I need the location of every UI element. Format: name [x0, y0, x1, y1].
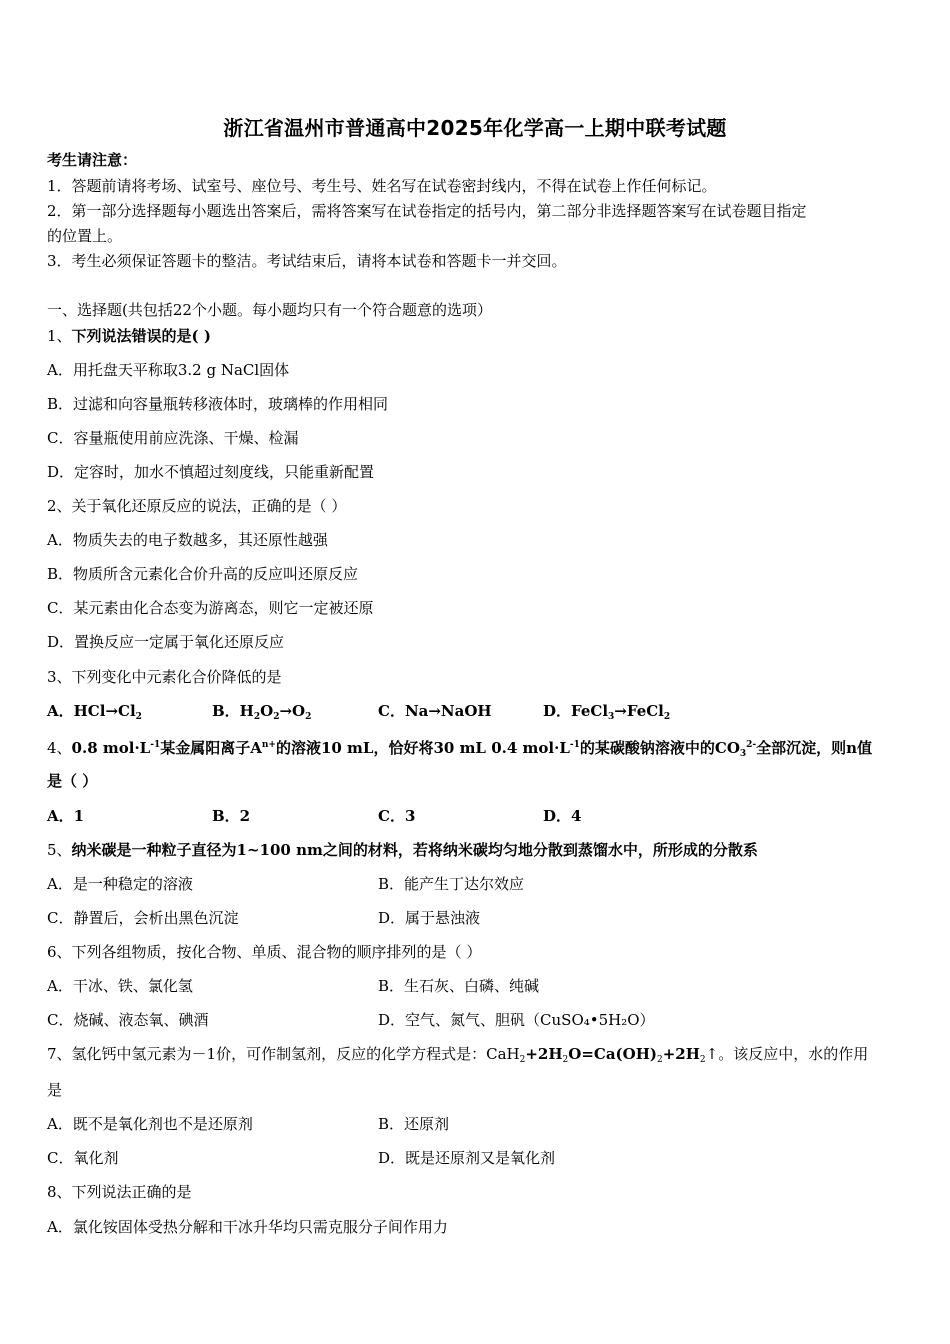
question-8-stem: 8、下列说法正确的是: [47, 1183, 192, 1201]
section-heading: 一、选择题(共包括22个小题。每小题均只有一个符合题意的选项）: [47, 301, 492, 319]
notice-item-2-cont: 的位置上。: [47, 227, 123, 245]
q1-option-c: C．容量瓶使用前应洗涤、干燥、检漏: [47, 429, 299, 447]
q2-option-c: C．某元素由化合态变为游离态，则它一定被还原: [47, 599, 374, 617]
question-2-stem: 2、关于氧化还原反应的说法，正确的是（ ）: [47, 497, 347, 515]
q6-option-c: C．烧碱、液态氧、碘酒: [47, 1011, 209, 1029]
q5-option-a: A．是一种稳定的溶液: [47, 875, 193, 893]
q7-option-d: D．既是还原剂又是氧化剂: [378, 1149, 556, 1167]
q8-option-a: A．氯化铵固体受热分解和干冰升华均只需克服分子间作用力: [47, 1218, 448, 1236]
q3-option-a: A．$HCl\to Cl_2$: [47, 702, 142, 722]
q5-option-c: C．静置后，会析出黑色沉淀: [47, 909, 239, 927]
q6-option-d: D．空气、氮气、胆矾（CuSO₄•5H₂O）: [378, 1011, 655, 1029]
q1-option-a: A．用托盘天平称取3.2 g NaCl固体: [47, 361, 290, 379]
q1-option-b: B．过滤和向容量瓶转移液体时，玻璃棒的作用相同: [47, 395, 389, 413]
question-text: 下列说法错误的是( ): [71, 327, 211, 345]
q7-option-c: C．氧化剂: [47, 1149, 119, 1167]
question-6-stem: 6、下列各组物质，按化合物、单质、混合物的顺序排列的是（ ）: [47, 943, 482, 961]
q3-option-c: C．Na→NaOH: [378, 702, 492, 720]
notice-heading: 考生请注意：: [47, 151, 138, 169]
question-number: 1、: [47, 327, 72, 345]
q2-option-b: B．物质所含元素化合价升高的反应叫还原反应: [47, 565, 359, 583]
notice-item-1: 1．答题前请将考场、试室号、座位号、考生号、姓名写在试卷密封线内，不得在试卷上作任何标记。: [47, 177, 717, 195]
page-title: 浙江省温州市普通高中2025年化学高一上期中联考试题: [223, 116, 727, 140]
q7-option-b: B．还原剂: [378, 1115, 450, 1133]
q4-option-b: B．2: [212, 807, 251, 825]
q3-option-b: B．$H_2O_2\to O_2$: [212, 702, 312, 722]
question-4-stem: 4、0.8 $mol\cdot L^{-1}$某金属阳离子$A^{n+}$的溶液10 mL，恰好将30 mL 0.4 $mol\cdot L^{-1}$的某碳酸钠溶液中的$CO_3^{2-}$全部沉淀，则n值: [47, 739, 873, 759]
q6-option-b: B．生石灰、白磷、纯碱: [378, 977, 540, 995]
question-4-stem-cont: 是（ ）: [47, 772, 98, 790]
q2-option-d: D．置换反应一定属于氧化还原反应: [47, 633, 285, 651]
notice-item-3: 3．考生必须保证答题卡的整洁。考试结束后，请将本试卷和答题卡一并交回。: [47, 252, 567, 270]
question-7-stem: 7、氢化钙中氢元素为－1价，可作制氢剂，反应的化学方程式是：$CaH_2+2H_2O=Ca(OH)_2+2H_2↑$。该反应中，水的作用: [47, 1045, 869, 1065]
q4-option-a: A．1: [47, 807, 85, 825]
q7-option-a: A．既不是氧化剂也不是还原剂: [47, 1115, 253, 1133]
q3-option-d: D．FeCl$_3$→FeCl$_2$: [543, 702, 671, 722]
notice-item-2: 2．第一部分选择题每小题选出答案后，需将答案写在试卷指定的括号内，第二部分非选择题答案写在试卷题目指定: [47, 202, 807, 220]
question-3-stem: 3、下列变化中元素化合价降低的是: [47, 668, 282, 686]
q2-option-a: A．物质失去的电子数越多，其还原性越强: [47, 531, 328, 549]
q5-option-d: D．属于悬浊液: [378, 909, 481, 927]
question-1-stem: [47, 326, 211, 346]
q4-option-d: D．4: [543, 807, 582, 825]
question-7-stem-cont: 是: [47, 1081, 63, 1099]
q5-option-b: B．能产生丁达尔效应: [378, 875, 525, 893]
q4-option-c: C．3: [378, 807, 416, 825]
q6-option-a: A．干冰、铁、氯化氢: [47, 977, 193, 995]
q1-option-d: D．定容时，加水不慎超过刻度线，只能重新配置: [47, 463, 375, 481]
question-5-stem: 5、纳米碳是一种粒子直径为1~100 nm之间的材料，若将纳米碳均匀地分散到蒸馏水中，所形成的分散系: [47, 841, 758, 859]
